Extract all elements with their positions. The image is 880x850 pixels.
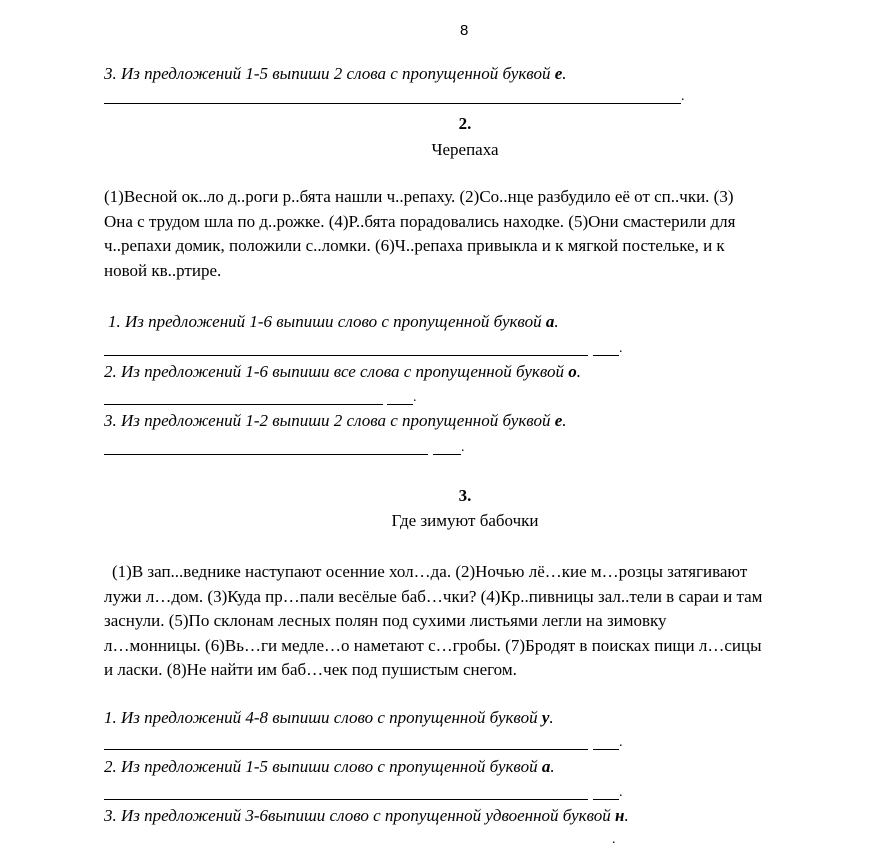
line-dot: . <box>681 89 685 104</box>
task-2 <box>104 362 581 382</box>
line-dot: . <box>619 341 623 356</box>
answer-line-short[interactable] <box>593 749 619 750</box>
task-end: . <box>550 757 555 776</box>
section-title: Где зимуют бабочки <box>391 511 539 530</box>
task-text: 3. Из предложений 1-5 выпиши 2 слова с пропущенной буквой <box>104 64 555 83</box>
task-letter: у <box>541 708 550 727</box>
text-line: новой кв..ртире. <box>104 260 222 280</box>
text-line: и ласки. (8)Не найти им баб…чек под пушистым снегом. <box>104 660 517 679</box>
text-line: л…монницы. (6)Вь…ги медле…о наметают с…гробы. (7)Бродят в поисках пищи л…сицы <box>104 635 762 655</box>
task-text: 2. Из предложений 1-5 выпиши слово с пропущенной буквой <box>104 757 542 776</box>
task-letter: а <box>541 757 551 776</box>
answer-line[interactable] <box>104 355 588 356</box>
task-text: 1. Из предложений 1-6 выпиши слово с пропущенной буквой <box>108 312 546 331</box>
task-text: 3. Из предложений 1-2 выпиши 2 слова с пропущенной буквой <box>104 411 555 430</box>
section-text <box>104 185 844 283</box>
answer-line-short[interactable] <box>387 404 413 405</box>
task-3 <box>104 806 629 826</box>
section-text <box>104 560 844 683</box>
line-dot: . <box>619 735 623 750</box>
line-dot: . <box>619 785 623 800</box>
answer-line-short[interactable] <box>593 799 619 800</box>
task-letter: е <box>554 411 563 430</box>
task-letter: е <box>554 64 563 83</box>
answer-line-short[interactable] <box>433 454 461 455</box>
task-letter: о <box>568 362 577 381</box>
task-top <box>104 64 567 84</box>
task-end: . <box>554 312 559 331</box>
line-dot: . <box>413 390 417 405</box>
text-line: ч..репахи домик, положили с..ломки. (6)Ч..репаха привыкла и к мягкой постельке, и к <box>104 236 725 255</box>
section-title: Черепаха <box>431 140 499 159</box>
text-line: лужи л…дом. (3)Куда пр…пали весёлые баб…чки? (4)Кр..пивницы зал..тели в сараи и там <box>104 586 763 606</box>
section-number: 3. <box>458 486 472 505</box>
answer-line[interactable] <box>104 799 588 800</box>
task-end: . <box>562 64 567 83</box>
text-line: (1)В зап...веднике наступают осенние хол…да. (2)Ночью лё…кие м…розцы затягивают <box>112 562 748 581</box>
task-3 <box>104 411 567 431</box>
answer-line[interactable] <box>104 404 383 405</box>
task-end: . <box>624 806 629 825</box>
page-number: 8 <box>460 22 469 39</box>
task-end: . <box>562 411 567 430</box>
task-letter: н <box>615 806 625 825</box>
answer-line[interactable] <box>104 749 588 750</box>
task-1 <box>108 312 559 332</box>
task-letter: а <box>545 312 555 331</box>
task-text: 3. Из предложений 3-6выпиши слово с пропущенной удвоенной буквой <box>104 806 616 825</box>
task-text: 1. Из предложений 4-8 выпиши слово с пропущенной буквой <box>104 708 542 727</box>
answer-line[interactable] <box>104 454 428 455</box>
answer-line[interactable] <box>104 103 681 104</box>
answer-line-short[interactable] <box>593 355 619 356</box>
text-line: Она с трудом шла по д..рожке. (4)Р..бята порадовались находке. (5)Они смастерили для <box>104 211 736 231</box>
line-dot: . <box>461 440 465 455</box>
task-end: . <box>576 362 581 381</box>
task-2 <box>104 757 555 777</box>
task-end: . <box>549 708 554 727</box>
task-1 <box>104 708 554 728</box>
text-line: (1)Весной ок..ло д..роги р..бята нашли ч..репаху. (2)Со..нце разбудило её от сп..чки. (3) <box>104 187 734 206</box>
section-number: 2. <box>458 114 472 133</box>
text-line: заснули. (5)По склонам лесных полян под сухими листьями легли на зимовку <box>104 611 667 630</box>
line-dot: . <box>612 832 616 847</box>
task-text: 2. Из предложений 1-6 выпиши все слова с пропущенной буквой <box>104 362 569 381</box>
